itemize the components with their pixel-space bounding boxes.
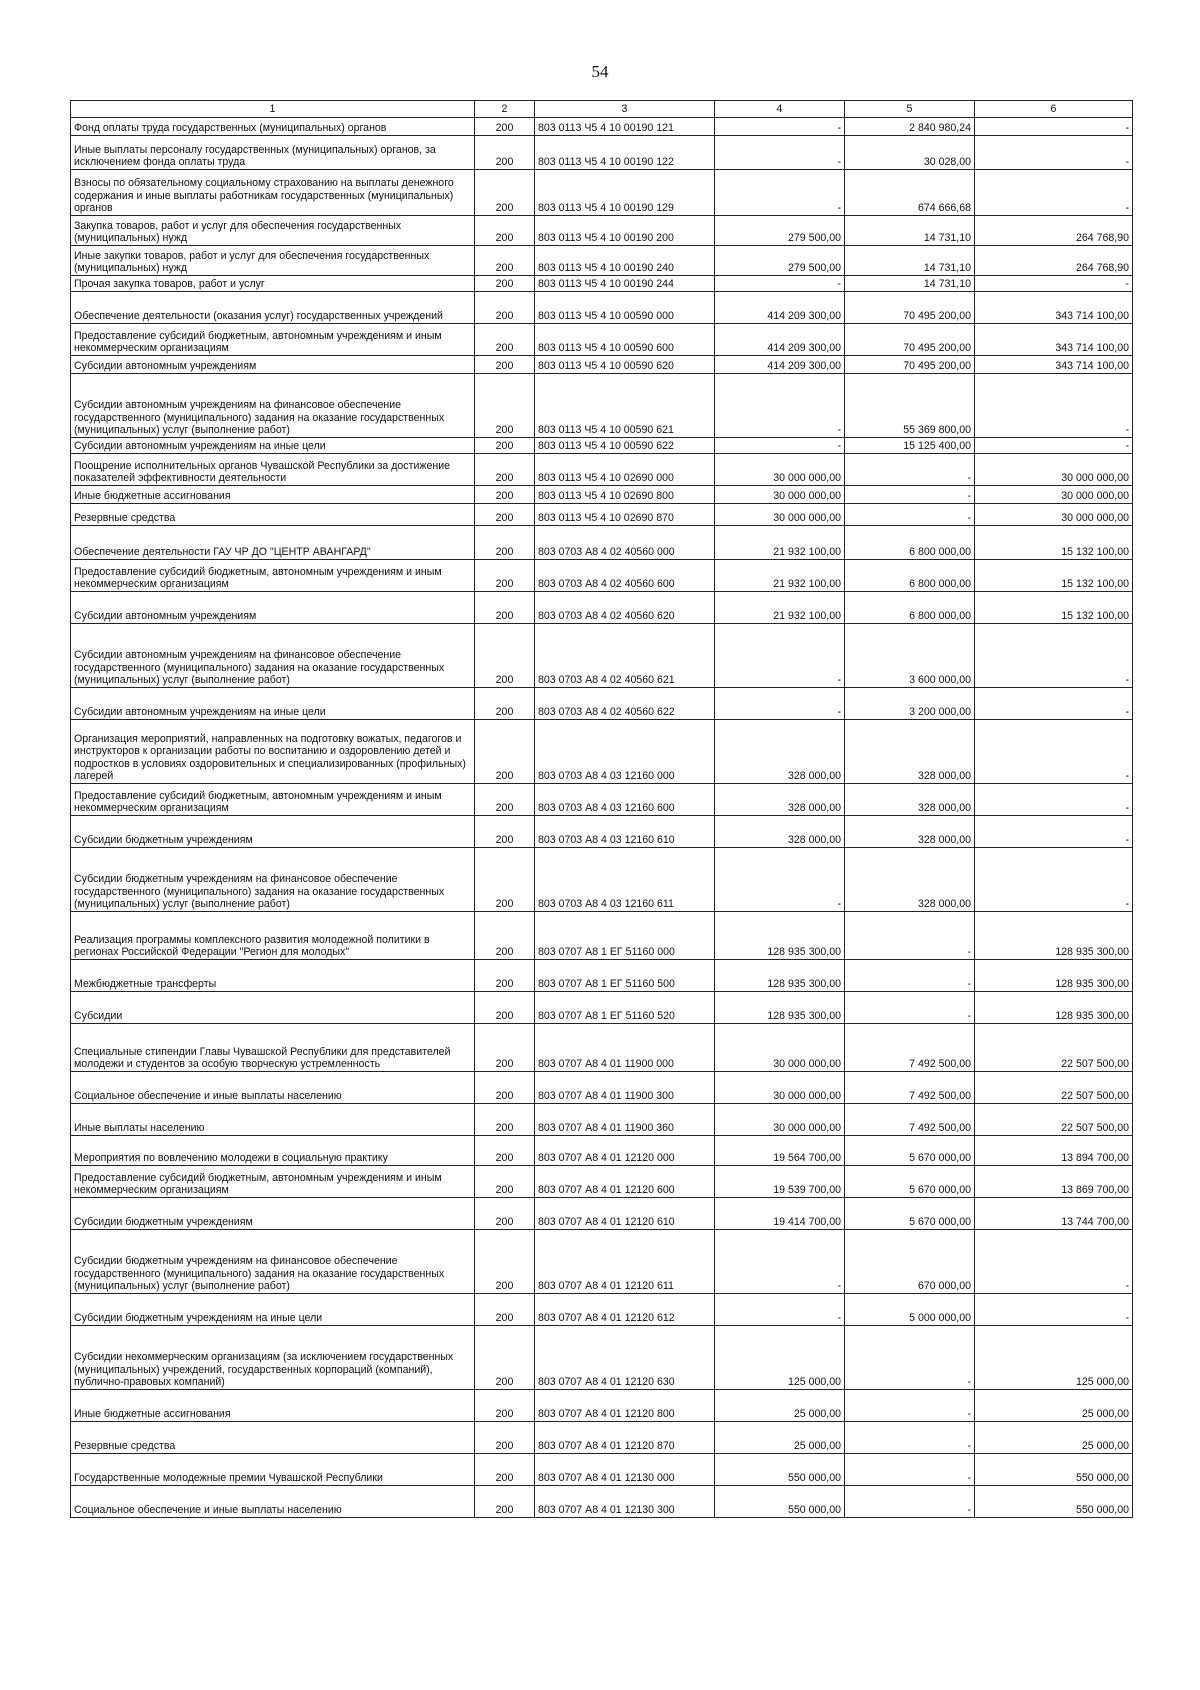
row-executed-amount-cell: - bbox=[845, 486, 975, 504]
row-remaining-amount-cell: 22 507 500,00 bbox=[975, 1072, 1133, 1104]
row-budget-code-cell: 803 0707 А8 1 ЕГ 51160 000 bbox=[535, 912, 715, 960]
row-executed-amount-cell: 7 492 500,00 bbox=[845, 1072, 975, 1104]
row-name-cell: Субсидии бюджетным учреждениям bbox=[71, 1198, 475, 1230]
row-remaining-amount-cell: 550 000,00 bbox=[975, 1454, 1133, 1486]
row-approved-amount-cell: 30 000 000,00 bbox=[715, 504, 845, 526]
row-approved-amount-cell: 414 209 300,00 bbox=[715, 292, 845, 324]
row-budget-code-cell: 803 0703 А8 4 02 40560 000 bbox=[535, 526, 715, 560]
row-name-cell: Субсидии автономным учреждениям на финансовое обеспечение государственного (муниципального) задания на оказание государственных (муниципальных) услуг (выполнение работ) bbox=[71, 624, 475, 688]
row-admin-code-cell: 200 bbox=[475, 526, 535, 560]
column-header-5: 5 bbox=[845, 101, 975, 118]
row-remaining-amount-cell: 13 869 700,00 bbox=[975, 1166, 1133, 1198]
row-approved-amount-cell: 328 000,00 bbox=[715, 816, 845, 848]
row-budget-code-cell: 803 0707 А8 4 01 12120 600 bbox=[535, 1166, 715, 1198]
row-remaining-amount-cell: 30 000 000,00 bbox=[975, 454, 1133, 486]
table-row bbox=[71, 784, 1133, 816]
row-remaining-amount-cell: 128 935 300,00 bbox=[975, 912, 1133, 960]
row-admin-code-cell: 200 bbox=[475, 1166, 535, 1198]
row-executed-amount-cell: - bbox=[845, 1326, 975, 1390]
row-budget-code-cell: 803 0113 Ч5 4 10 02690 870 bbox=[535, 504, 715, 526]
row-executed-amount-cell: - bbox=[845, 1454, 975, 1486]
row-budget-code-cell: 803 0707 А8 4 01 12120 630 bbox=[535, 1326, 715, 1390]
row-remaining-amount-cell: - bbox=[975, 848, 1133, 912]
row-admin-code-cell: 200 bbox=[475, 848, 535, 912]
row-remaining-amount-cell: - bbox=[975, 784, 1133, 816]
row-executed-amount-cell: - bbox=[845, 992, 975, 1024]
row-remaining-amount-cell: - bbox=[975, 136, 1133, 170]
row-executed-amount-cell: - bbox=[845, 1390, 975, 1422]
row-budget-code-cell: 803 0707 А8 4 01 11900 300 bbox=[535, 1072, 715, 1104]
row-approved-amount-cell: 550 000,00 bbox=[715, 1454, 845, 1486]
table-row bbox=[71, 912, 1133, 960]
table-row bbox=[71, 454, 1133, 486]
row-budget-code-cell: 803 0113 Ч5 4 10 00590 622 bbox=[535, 438, 715, 454]
table-row bbox=[71, 720, 1133, 784]
row-remaining-amount-cell: 25 000,00 bbox=[975, 1422, 1133, 1454]
row-approved-amount-cell: 328 000,00 bbox=[715, 784, 845, 816]
row-name-cell: Обеспечение деятельности (оказания услуг) государственных учреждений bbox=[71, 292, 475, 324]
row-executed-amount-cell: 7 492 500,00 bbox=[845, 1104, 975, 1136]
row-remaining-amount-cell: 128 935 300,00 bbox=[975, 992, 1133, 1024]
row-name-cell: Реализация программы комплексного развития молодежной политики в регионах Российской Федерации "Регион для молодых" bbox=[71, 912, 475, 960]
row-admin-code-cell: 200 bbox=[475, 1104, 535, 1136]
row-name-cell: Резервные средства bbox=[71, 1422, 475, 1454]
table-row bbox=[71, 170, 1133, 216]
table-row bbox=[71, 526, 1133, 560]
row-budget-code-cell: 803 0703 А8 4 02 40560 600 bbox=[535, 560, 715, 592]
row-approved-amount-cell: 128 935 300,00 bbox=[715, 912, 845, 960]
row-name-cell: Резервные средства bbox=[71, 504, 475, 526]
row-approved-amount-cell: 328 000,00 bbox=[715, 720, 845, 784]
row-approved-amount-cell: - bbox=[715, 624, 845, 688]
row-remaining-amount-cell: 125 000,00 bbox=[975, 1326, 1133, 1390]
row-executed-amount-cell: 3 200 000,00 bbox=[845, 688, 975, 720]
table-row bbox=[71, 1166, 1133, 1198]
row-budget-code-cell: 803 0113 Ч5 4 10 00190 244 bbox=[535, 276, 715, 292]
row-budget-code-cell: 803 0707 А8 4 01 12120 612 bbox=[535, 1294, 715, 1326]
column-header-3: 3 bbox=[535, 101, 715, 118]
budget-execution-table bbox=[70, 100, 1133, 1518]
row-approved-amount-cell: - bbox=[715, 438, 845, 454]
row-approved-amount-cell: - bbox=[715, 688, 845, 720]
row-executed-amount-cell: 328 000,00 bbox=[845, 784, 975, 816]
row-name-cell: Социальное обеспечение и иные выплаты населению bbox=[71, 1486, 475, 1518]
row-budget-code-cell: 803 0707 А8 4 01 12120 000 bbox=[535, 1136, 715, 1166]
row-approved-amount-cell: 30 000 000,00 bbox=[715, 1072, 845, 1104]
table-row bbox=[71, 960, 1133, 992]
row-remaining-amount-cell: 15 132 100,00 bbox=[975, 526, 1133, 560]
row-name-cell: Субсидии бюджетным учреждениям на иные цели bbox=[71, 1294, 475, 1326]
row-approved-amount-cell: 19 414 700,00 bbox=[715, 1198, 845, 1230]
row-budget-code-cell: 803 0113 Ч5 4 10 00190 240 bbox=[535, 246, 715, 276]
row-name-cell: Иные закупки товаров, работ и услуг для обеспечения государственных (муниципальных) нужд bbox=[71, 246, 475, 276]
row-approved-amount-cell: - bbox=[715, 118, 845, 136]
row-approved-amount-cell: 25 000,00 bbox=[715, 1422, 845, 1454]
row-admin-code-cell: 200 bbox=[475, 356, 535, 374]
row-remaining-amount-cell: - bbox=[975, 1294, 1133, 1326]
row-budget-code-cell: 803 0113 Ч5 4 10 00190 122 bbox=[535, 136, 715, 170]
row-remaining-amount-cell: - bbox=[975, 438, 1133, 454]
row-name-cell: Предоставление субсидий бюджетным, автономным учреждениям и иным некоммерческим организациям bbox=[71, 1166, 475, 1198]
row-executed-amount-cell: 328 000,00 bbox=[845, 816, 975, 848]
row-executed-amount-cell: 5 670 000,00 bbox=[845, 1198, 975, 1230]
row-budget-code-cell: 803 0113 Ч5 4 10 02690 800 bbox=[535, 486, 715, 504]
table-row bbox=[71, 848, 1133, 912]
row-budget-code-cell: 803 0113 Ч5 4 10 02690 000 bbox=[535, 454, 715, 486]
row-remaining-amount-cell: 264 768,90 bbox=[975, 216, 1133, 246]
row-approved-amount-cell: 21 932 100,00 bbox=[715, 560, 845, 592]
table-row bbox=[71, 816, 1133, 848]
row-admin-code-cell: 200 bbox=[475, 374, 535, 438]
row-admin-code-cell: 200 bbox=[475, 276, 535, 292]
row-admin-code-cell: 200 bbox=[475, 504, 535, 526]
row-admin-code-cell: 200 bbox=[475, 118, 535, 136]
row-admin-code-cell: 200 bbox=[475, 960, 535, 992]
row-name-cell: Иные выплаты персоналу государственных (муниципальных) органов, за исключением фонда оплаты труда bbox=[71, 136, 475, 170]
row-budget-code-cell: 803 0703 А8 4 03 12160 611 bbox=[535, 848, 715, 912]
row-name-cell: Иные выплаты населению bbox=[71, 1104, 475, 1136]
row-executed-amount-cell: - bbox=[845, 1486, 975, 1518]
row-approved-amount-cell: 30 000 000,00 bbox=[715, 1104, 845, 1136]
row-admin-code-cell: 200 bbox=[475, 560, 535, 592]
row-executed-amount-cell: 6 800 000,00 bbox=[845, 592, 975, 624]
row-name-cell: Субсидии бюджетным учреждениям на финансовое обеспечение государственного (муниципального) задания на оказание государственных (муниципальных) услуг (выполнение работ) bbox=[71, 1230, 475, 1294]
table-row bbox=[71, 118, 1133, 136]
row-admin-code-cell: 200 bbox=[475, 688, 535, 720]
row-approved-amount-cell: 128 935 300,00 bbox=[715, 992, 845, 1024]
row-executed-amount-cell: - bbox=[845, 454, 975, 486]
row-remaining-amount-cell: - bbox=[975, 688, 1133, 720]
table-row bbox=[71, 246, 1133, 276]
table-row bbox=[71, 438, 1133, 454]
row-budget-code-cell: 803 0703 А8 4 02 40560 622 bbox=[535, 688, 715, 720]
row-name-cell: Предоставление субсидий бюджетным, автономным учреждениям и иным некоммерческим организациям bbox=[71, 784, 475, 816]
table-row bbox=[71, 1198, 1133, 1230]
row-name-cell: Поощрение исполнительных органов Чувашской Республики за достижение показателей эффективности деятельности bbox=[71, 454, 475, 486]
row-approved-amount-cell: 30 000 000,00 bbox=[715, 454, 845, 486]
row-remaining-amount-cell: - bbox=[975, 374, 1133, 438]
table-row bbox=[71, 1072, 1133, 1104]
row-approved-amount-cell: 125 000,00 bbox=[715, 1326, 845, 1390]
row-admin-code-cell: 200 bbox=[475, 784, 535, 816]
row-remaining-amount-cell: 13 744 700,00 bbox=[975, 1198, 1133, 1230]
row-executed-amount-cell: - bbox=[845, 912, 975, 960]
column-header-4: 4 bbox=[715, 101, 845, 118]
row-remaining-amount-cell: 343 714 100,00 bbox=[975, 356, 1133, 374]
row-admin-code-cell: 200 bbox=[475, 1136, 535, 1166]
row-remaining-amount-cell: - bbox=[975, 624, 1133, 688]
row-approved-amount-cell: 550 000,00 bbox=[715, 1486, 845, 1518]
row-remaining-amount-cell: 15 132 100,00 bbox=[975, 592, 1133, 624]
row-admin-code-cell: 200 bbox=[475, 624, 535, 688]
row-budget-code-cell: 803 0113 Ч5 4 10 00190 129 bbox=[535, 170, 715, 216]
table-row bbox=[71, 486, 1133, 504]
row-admin-code-cell: 200 bbox=[475, 1454, 535, 1486]
row-name-cell: Предоставление субсидий бюджетным, автономным учреждениям и иным некоммерческим организациям bbox=[71, 560, 475, 592]
row-name-cell: Организация мероприятий, направленных на подготовку вожатых, педагогов и инструкторов к организации работы по воспитанию и оздоровлению детей и подростков в условиях оздоровительных и специализированных (профильных) лагерей bbox=[71, 720, 475, 784]
row-budget-code-cell: 803 0113 Ч5 4 10 00590 620 bbox=[535, 356, 715, 374]
row-name-cell: Иные бюджетные ассигнования bbox=[71, 486, 475, 504]
row-executed-amount-cell: 6 800 000,00 bbox=[845, 560, 975, 592]
row-executed-amount-cell: 5 670 000,00 bbox=[845, 1136, 975, 1166]
row-name-cell: Мероприятия по вовлечению молодежи в социальную практику bbox=[71, 1136, 475, 1166]
row-name-cell: Субсидии автономным учреждениям на иные цели bbox=[71, 438, 475, 454]
row-name-cell: Закупка товаров, работ и услуг для обеспечения государственных (муниципальных) нужд bbox=[71, 216, 475, 246]
row-admin-code-cell: 200 bbox=[475, 136, 535, 170]
row-executed-amount-cell: - bbox=[845, 1422, 975, 1454]
row-approved-amount-cell: 21 932 100,00 bbox=[715, 592, 845, 624]
row-budget-code-cell: 803 0707 А8 4 01 12120 800 bbox=[535, 1390, 715, 1422]
table-row bbox=[71, 136, 1133, 170]
row-budget-code-cell: 803 0703 А8 4 03 12160 000 bbox=[535, 720, 715, 784]
row-executed-amount-cell: 7 492 500,00 bbox=[845, 1024, 975, 1072]
table-row bbox=[71, 216, 1133, 246]
table-row bbox=[71, 1486, 1133, 1518]
row-remaining-amount-cell: - bbox=[975, 170, 1133, 216]
row-admin-code-cell: 200 bbox=[475, 486, 535, 504]
table-row bbox=[71, 688, 1133, 720]
row-remaining-amount-cell: - bbox=[975, 1230, 1133, 1294]
row-budget-code-cell: 803 0707 А8 4 01 11900 360 bbox=[535, 1104, 715, 1136]
row-name-cell: Обеспечение деятельности ГАУ ЧР ДО "ЦЕНТР АВАНГАРД" bbox=[71, 526, 475, 560]
row-name-cell: Прочая закупка товаров, работ и услуг bbox=[71, 276, 475, 292]
row-admin-code-cell: 200 bbox=[475, 1422, 535, 1454]
row-budget-code-cell: 803 0703 А8 4 02 40560 621 bbox=[535, 624, 715, 688]
row-remaining-amount-cell: 25 000,00 bbox=[975, 1390, 1133, 1422]
row-approved-amount-cell: - bbox=[715, 374, 845, 438]
row-approved-amount-cell: 21 932 100,00 bbox=[715, 526, 845, 560]
table-row bbox=[71, 560, 1133, 592]
row-admin-code-cell: 200 bbox=[475, 816, 535, 848]
row-name-cell: Специальные стипендии Главы Чувашской Республики для представителей молодежи и студентов за особую творческую устремленность bbox=[71, 1024, 475, 1072]
row-admin-code-cell: 200 bbox=[475, 438, 535, 454]
row-name-cell: Предоставление субсидий бюджетным, автономным учреждениям и иным некоммерческим организациям bbox=[71, 324, 475, 356]
row-admin-code-cell: 200 bbox=[475, 324, 535, 356]
table-row bbox=[71, 324, 1133, 356]
row-budget-code-cell: 803 0113 Ч5 4 10 00190 121 bbox=[535, 118, 715, 136]
table-row bbox=[71, 356, 1133, 374]
column-header-2: 2 bbox=[475, 101, 535, 118]
row-approved-amount-cell: 19 539 700,00 bbox=[715, 1166, 845, 1198]
row-admin-code-cell: 200 bbox=[475, 592, 535, 624]
table-row bbox=[71, 1230, 1133, 1294]
row-name-cell: Фонд оплаты труда государственных (муниципальных) органов bbox=[71, 118, 475, 136]
row-budget-code-cell: 803 0707 А8 4 01 11900 000 bbox=[535, 1024, 715, 1072]
row-remaining-amount-cell: 343 714 100,00 bbox=[975, 324, 1133, 356]
row-executed-amount-cell: 6 800 000,00 bbox=[845, 526, 975, 560]
row-approved-amount-cell: 279 500,00 bbox=[715, 216, 845, 246]
row-admin-code-cell: 200 bbox=[475, 1294, 535, 1326]
table-body bbox=[71, 118, 1133, 1518]
row-approved-amount-cell: - bbox=[715, 136, 845, 170]
row-admin-code-cell: 200 bbox=[475, 246, 535, 276]
table-row bbox=[71, 1454, 1133, 1486]
row-remaining-amount-cell: - bbox=[975, 118, 1133, 136]
row-budget-code-cell: 803 0703 А8 4 03 12160 610 bbox=[535, 816, 715, 848]
table-row bbox=[71, 1024, 1133, 1072]
row-approved-amount-cell: 128 935 300,00 bbox=[715, 960, 845, 992]
row-executed-amount-cell: 14 731,10 bbox=[845, 216, 975, 246]
row-executed-amount-cell: 70 495 200,00 bbox=[845, 324, 975, 356]
row-name-cell: Субсидии автономным учреждениям bbox=[71, 592, 475, 624]
row-approved-amount-cell: - bbox=[715, 848, 845, 912]
row-admin-code-cell: 200 bbox=[475, 1198, 535, 1230]
row-name-cell: Социальное обеспечение и иные выплаты населению bbox=[71, 1072, 475, 1104]
table-row bbox=[71, 1326, 1133, 1390]
row-approved-amount-cell: - bbox=[715, 1230, 845, 1294]
row-executed-amount-cell: 70 495 200,00 bbox=[845, 292, 975, 324]
table-header-row bbox=[71, 101, 1133, 118]
table-row bbox=[71, 374, 1133, 438]
table-row bbox=[71, 1294, 1133, 1326]
row-budget-code-cell: 803 0113 Ч5 4 10 00590 600 bbox=[535, 324, 715, 356]
row-remaining-amount-cell: 343 714 100,00 bbox=[975, 292, 1133, 324]
row-budget-code-cell: 803 0113 Ч5 4 10 00590 000 bbox=[535, 292, 715, 324]
row-name-cell: Государственные молодежные премии Чувашской Республики bbox=[71, 1454, 475, 1486]
row-admin-code-cell: 200 bbox=[475, 1024, 535, 1072]
row-executed-amount-cell: 3 600 000,00 bbox=[845, 624, 975, 688]
table-row bbox=[71, 1390, 1133, 1422]
row-name-cell: Иные бюджетные ассигнования bbox=[71, 1390, 475, 1422]
row-remaining-amount-cell: - bbox=[975, 816, 1133, 848]
row-executed-amount-cell: 14 731,10 bbox=[845, 246, 975, 276]
row-remaining-amount-cell: 30 000 000,00 bbox=[975, 486, 1133, 504]
row-approved-amount-cell: 414 209 300,00 bbox=[715, 324, 845, 356]
table-row bbox=[71, 504, 1133, 526]
row-name-cell: Субсидии бюджетным учреждениям на финансовое обеспечение государственного (муниципального) задания на оказание государственных (муниципальных) услуг (выполнение работ) bbox=[71, 848, 475, 912]
row-admin-code-cell: 200 bbox=[475, 1390, 535, 1422]
row-approved-amount-cell: 414 209 300,00 bbox=[715, 356, 845, 374]
row-name-cell: Субсидии автономным учреждениям на иные цели bbox=[71, 688, 475, 720]
table-row bbox=[71, 592, 1133, 624]
row-budget-code-cell: 803 0707 А8 1 ЕГ 51160 520 bbox=[535, 992, 715, 1024]
row-budget-code-cell: 803 0707 А8 4 01 12120 611 bbox=[535, 1230, 715, 1294]
row-remaining-amount-cell: - bbox=[975, 720, 1133, 784]
row-admin-code-cell: 200 bbox=[475, 454, 535, 486]
row-admin-code-cell: 200 bbox=[475, 1326, 535, 1390]
row-name-cell: Субсидии автономным учреждениям bbox=[71, 356, 475, 374]
column-header-6: 6 bbox=[975, 101, 1133, 118]
table-row bbox=[71, 992, 1133, 1024]
row-budget-code-cell: 803 0113 Ч5 4 10 00190 200 bbox=[535, 216, 715, 246]
row-admin-code-cell: 200 bbox=[475, 216, 535, 246]
row-budget-code-cell: 803 0703 А8 4 03 12160 600 bbox=[535, 784, 715, 816]
row-executed-amount-cell: 2 840 980,24 bbox=[845, 118, 975, 136]
table-row bbox=[71, 292, 1133, 324]
row-name-cell: Субсидии некоммерческим организациям (за исключением государственных (муниципальных) учреждений, государственных корпораций (компаний), публично-правовых компаний) bbox=[71, 1326, 475, 1390]
row-admin-code-cell: 200 bbox=[475, 1486, 535, 1518]
row-admin-code-cell: 200 bbox=[475, 912, 535, 960]
row-budget-code-cell: 803 0703 А8 4 02 40560 620 bbox=[535, 592, 715, 624]
row-remaining-amount-cell: 128 935 300,00 bbox=[975, 960, 1133, 992]
table-row bbox=[71, 624, 1133, 688]
row-remaining-amount-cell: - bbox=[975, 276, 1133, 292]
row-admin-code-cell: 200 bbox=[475, 720, 535, 784]
row-approved-amount-cell: - bbox=[715, 1294, 845, 1326]
row-executed-amount-cell: 5 000 000,00 bbox=[845, 1294, 975, 1326]
row-approved-amount-cell: 25 000,00 bbox=[715, 1390, 845, 1422]
row-executed-amount-cell: - bbox=[845, 504, 975, 526]
row-approved-amount-cell: 30 000 000,00 bbox=[715, 486, 845, 504]
row-remaining-amount-cell: 550 000,00 bbox=[975, 1486, 1133, 1518]
row-executed-amount-cell: 70 495 200,00 bbox=[845, 356, 975, 374]
table-row bbox=[71, 1422, 1133, 1454]
row-budget-code-cell: 803 0113 Ч5 4 10 00590 621 bbox=[535, 374, 715, 438]
row-approved-amount-cell: 19 564 700,00 bbox=[715, 1136, 845, 1166]
table-row bbox=[71, 1136, 1133, 1166]
row-admin-code-cell: 200 bbox=[475, 1230, 535, 1294]
table-row bbox=[71, 1104, 1133, 1136]
row-budget-code-cell: 803 0707 А8 4 01 12120 610 bbox=[535, 1198, 715, 1230]
row-executed-amount-cell: 55 369 800,00 bbox=[845, 374, 975, 438]
row-executed-amount-cell: 14 731,10 bbox=[845, 276, 975, 292]
row-executed-amount-cell: 674 666,68 bbox=[845, 170, 975, 216]
row-executed-amount-cell: 30 028,00 bbox=[845, 136, 975, 170]
row-executed-amount-cell: 5 670 000,00 bbox=[845, 1166, 975, 1198]
row-approved-amount-cell: - bbox=[715, 276, 845, 292]
row-executed-amount-cell: 670 000,00 bbox=[845, 1230, 975, 1294]
row-name-cell: Субсидии автономным учреждениям на финансовое обеспечение государственного (муниципального) задания на оказание государственных (муниципальных) услуг (выполнение работ) bbox=[71, 374, 475, 438]
row-admin-code-cell: 200 bbox=[475, 1072, 535, 1104]
row-executed-amount-cell: 328 000,00 bbox=[845, 720, 975, 784]
row-budget-code-cell: 803 0707 А8 4 01 12130 300 bbox=[535, 1486, 715, 1518]
row-remaining-amount-cell: 30 000 000,00 bbox=[975, 504, 1133, 526]
page-number: 54 bbox=[591, 62, 609, 81]
row-approved-amount-cell: - bbox=[715, 170, 845, 216]
row-admin-code-cell: 200 bbox=[475, 292, 535, 324]
row-name-cell: Межбюджетные трансферты bbox=[71, 960, 475, 992]
row-executed-amount-cell: - bbox=[845, 960, 975, 992]
row-admin-code-cell: 200 bbox=[475, 170, 535, 216]
row-executed-amount-cell: 328 000,00 bbox=[845, 848, 975, 912]
row-name-cell: Взносы по обязательному социальному страхованию на выплаты денежного содержания и иные выплаты работникам государственных (муниципальных) органов bbox=[71, 170, 475, 216]
row-remaining-amount-cell: 22 507 500,00 bbox=[975, 1024, 1133, 1072]
row-name-cell: Субсидии бюджетным учреждениям bbox=[71, 816, 475, 848]
column-header-1: 1 bbox=[71, 101, 475, 118]
row-name-cell: Субсидии bbox=[71, 992, 475, 1024]
table-row bbox=[71, 276, 1133, 292]
row-budget-code-cell: 803 0707 А8 4 01 12130 000 bbox=[535, 1454, 715, 1486]
row-admin-code-cell: 200 bbox=[475, 992, 535, 1024]
row-approved-amount-cell: 279 500,00 bbox=[715, 246, 845, 276]
row-budget-code-cell: 803 0707 А8 4 01 12120 870 bbox=[535, 1422, 715, 1454]
row-approved-amount-cell: 30 000 000,00 bbox=[715, 1024, 845, 1072]
row-executed-amount-cell: 15 125 400,00 bbox=[845, 438, 975, 454]
row-remaining-amount-cell: 15 132 100,00 bbox=[975, 560, 1133, 592]
row-budget-code-cell: 803 0707 А8 1 ЕГ 51160 500 bbox=[535, 960, 715, 992]
row-remaining-amount-cell: 13 894 700,00 bbox=[975, 1136, 1133, 1166]
row-remaining-amount-cell: 22 507 500,00 bbox=[975, 1104, 1133, 1136]
row-remaining-amount-cell: 264 768,90 bbox=[975, 246, 1133, 276]
